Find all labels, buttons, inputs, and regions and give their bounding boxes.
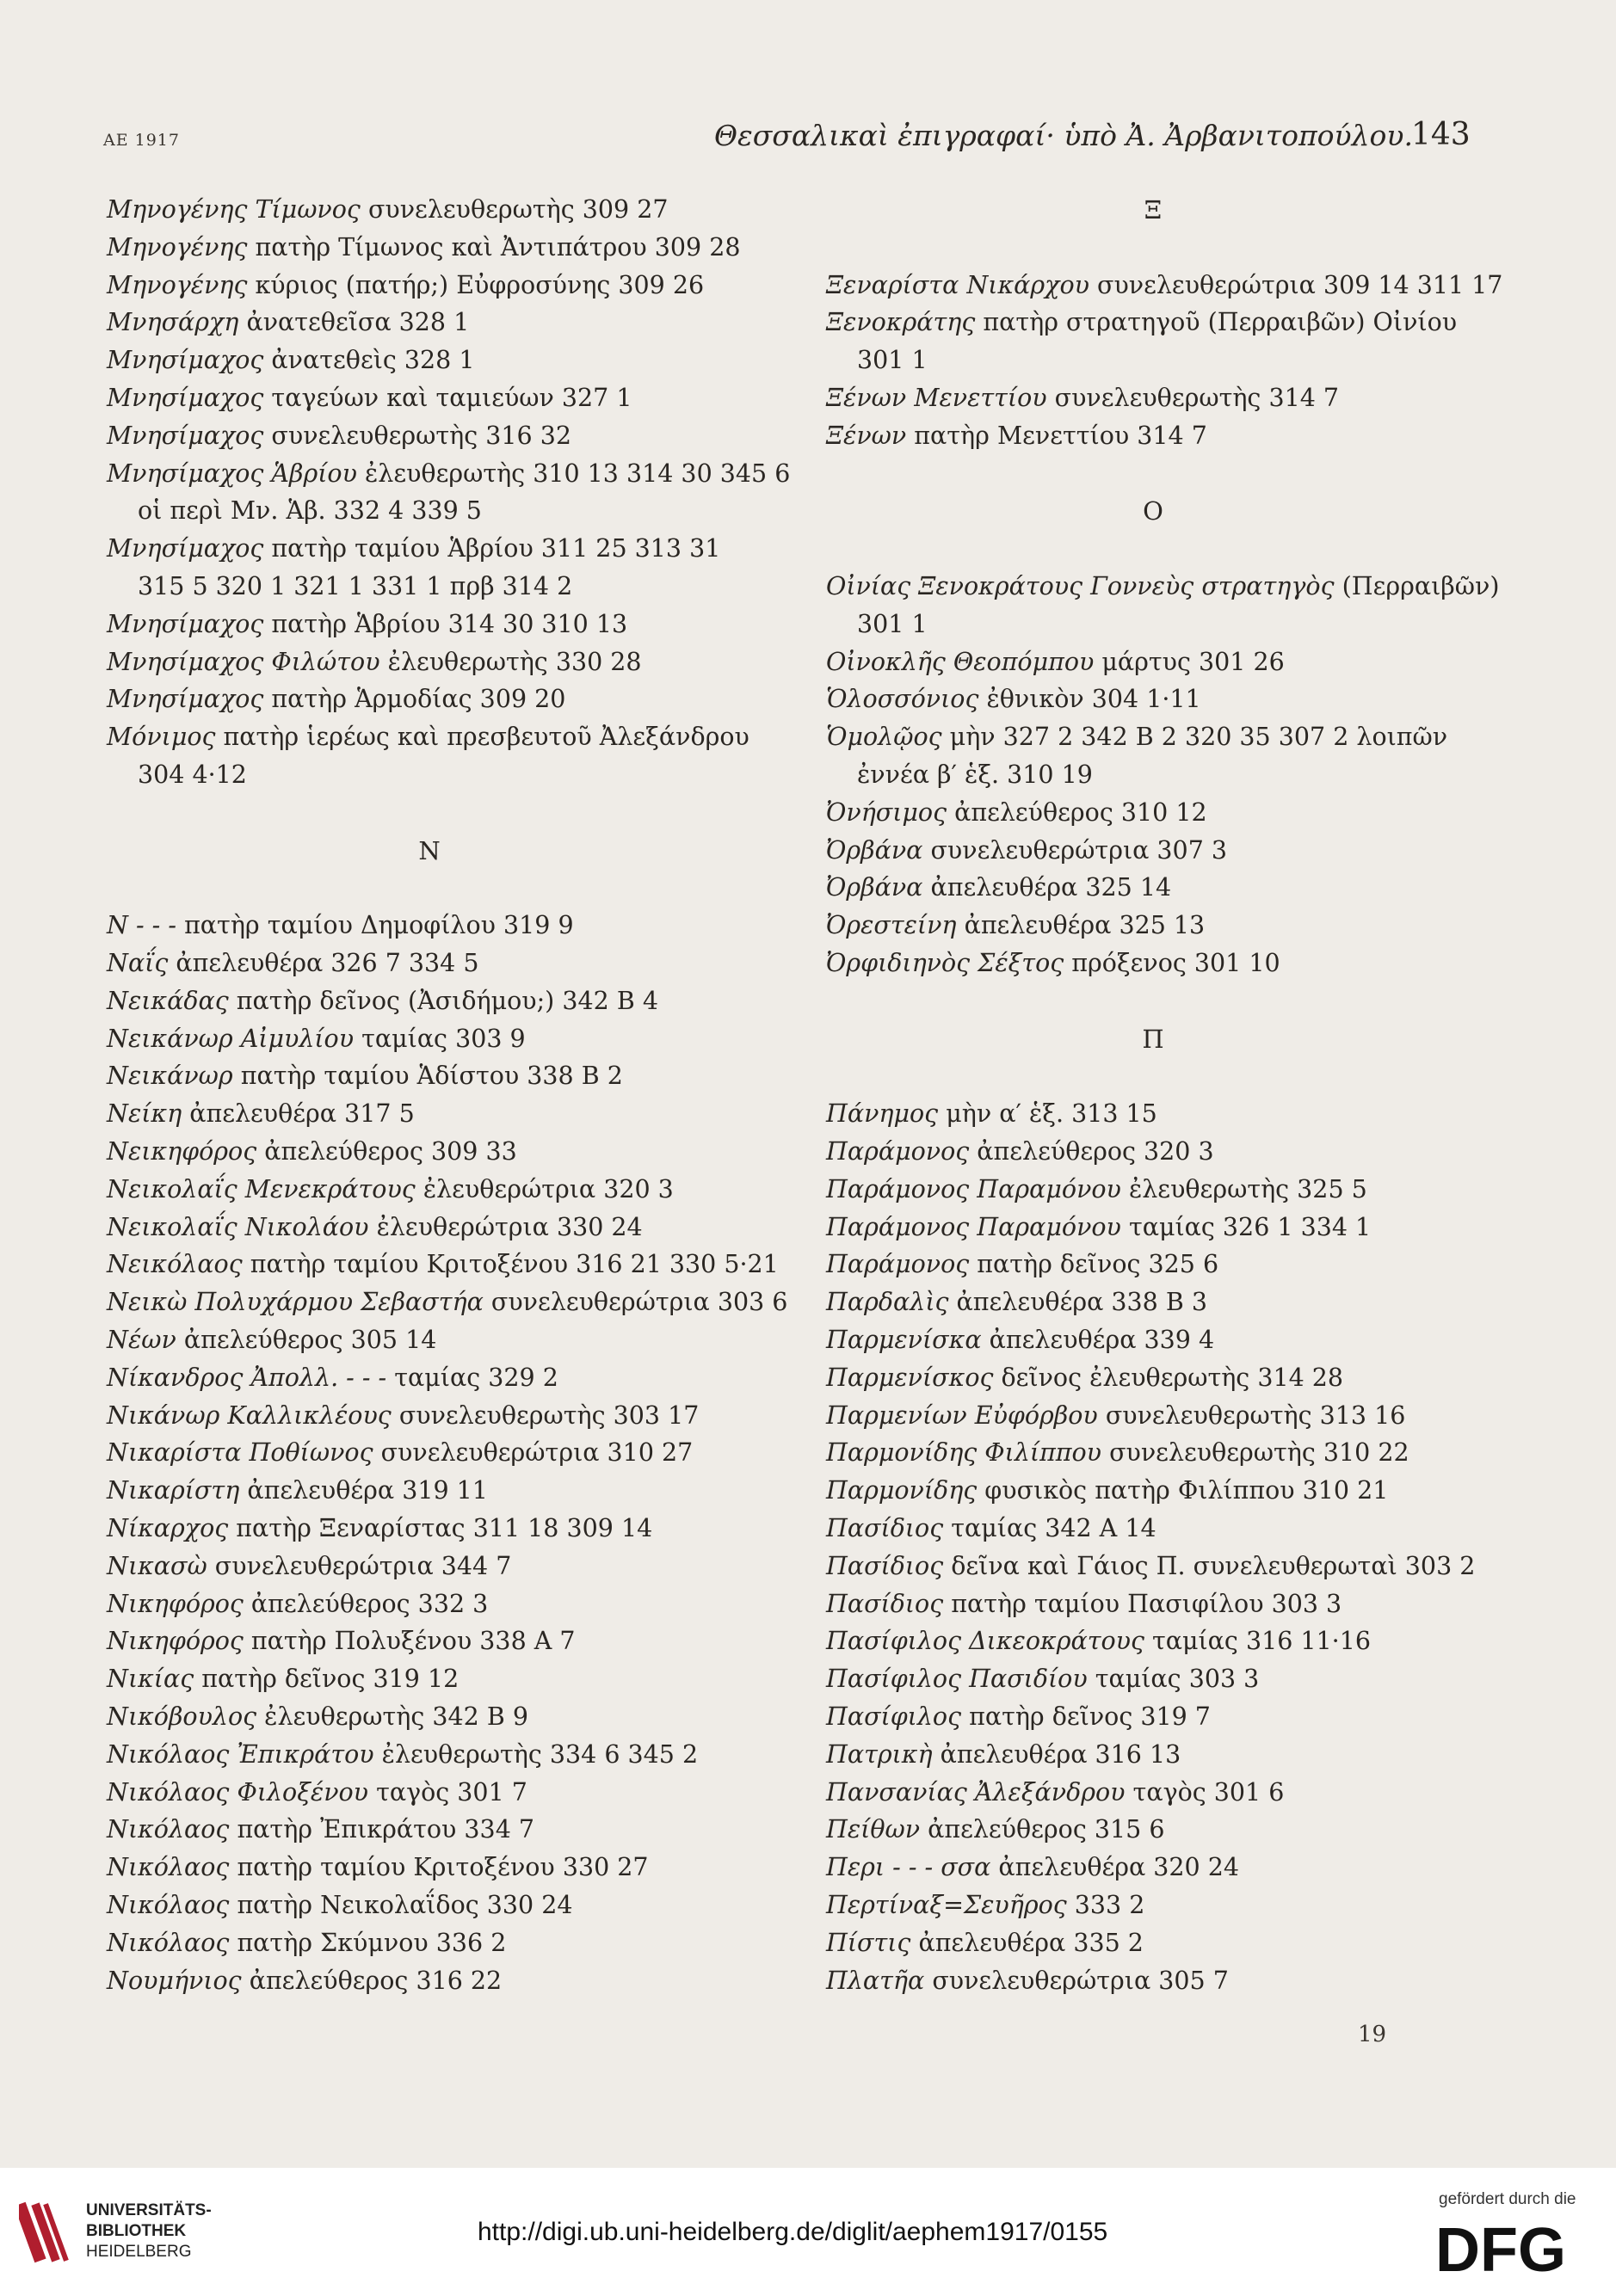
entry-name: Πίστις xyxy=(826,1928,911,1957)
index-entry xyxy=(107,492,752,530)
entry-name: Ὀρεστείνη xyxy=(826,911,957,940)
entry-name: Μνησίμαχος xyxy=(107,346,264,375)
entry-name: Νικασὼ xyxy=(107,1551,207,1580)
entry-text: δεῖνος ἐλευθερωτὴς 314 28 xyxy=(993,1363,1344,1392)
entry-text: ἀπελευθέρα 316 13 xyxy=(932,1739,1181,1769)
index-entry xyxy=(107,1397,752,1435)
index-entry xyxy=(107,1811,752,1849)
entry-name: Μνησίμαχος xyxy=(107,685,264,714)
index-entry xyxy=(107,606,752,643)
funding-note: gefördert durch die xyxy=(1439,2190,1576,2208)
entry-name: Πασίδιος xyxy=(826,1551,944,1580)
entry-text: πατὴρ ἱερέως καὶ πρεσβευτοῦ Ἀλεξάνδρου xyxy=(215,723,749,752)
entry-text: ἐλευθερωτὴς 325 5 xyxy=(1120,1174,1367,1203)
entry-name: Πασίδιος xyxy=(826,1589,944,1618)
entry-text: συνελευθερώτρια 310 27 xyxy=(373,1438,694,1468)
index-entry xyxy=(107,1774,752,1812)
entry-text: φυσικὸς πατὴρ Φιλίππου 310 21 xyxy=(977,1476,1389,1505)
entry-text: ἀπελευθέρα 326 7 334 5 xyxy=(168,949,479,977)
index-entry xyxy=(826,568,1500,606)
entry-name: Παρμονίδης xyxy=(826,1476,978,1505)
entry-name: Νίκαρχος xyxy=(107,1514,229,1542)
index-entry xyxy=(107,455,791,493)
signature-number: 19 xyxy=(1358,2022,1387,2047)
entry-name: Πασίδιος xyxy=(826,1514,944,1542)
entry-text: 304 4·12 xyxy=(138,760,247,789)
entry-name: Νεικὼ Πολυχάρμου Σεβαστήα xyxy=(107,1288,484,1317)
entry-text: (Περραιβῶν) xyxy=(1334,572,1500,600)
section-letter-text: Ν xyxy=(418,835,441,865)
entry-text: πατὴρ Μενεττίου 314 7 xyxy=(906,421,1207,450)
entry-name: Παράμονος Παραμόνου xyxy=(826,1174,1121,1203)
index-entry xyxy=(826,1548,1480,1585)
index-entry xyxy=(107,379,752,417)
index-entry xyxy=(826,1397,1480,1435)
entry-text: πατὴρ Τίμωνος καὶ Ἀντιπάτρου 309 28 xyxy=(247,232,741,262)
entry-name: Μόνιμος xyxy=(107,723,216,752)
entry-name: Μνησίμαχος xyxy=(107,534,264,563)
index-entry xyxy=(826,945,1480,982)
entry-text: πατὴρ δεῖνος 319 12 xyxy=(194,1665,460,1694)
entry-text: πατὴρ Νεικολαΐδος 330 24 xyxy=(229,1891,573,1919)
entry-text: ἀπελεύθερος 305 14 xyxy=(176,1326,437,1354)
index-entry xyxy=(826,1811,1480,1849)
entry-name: Νικόλαος xyxy=(107,1928,230,1957)
entry-name: Παρμενίσκος xyxy=(826,1363,994,1392)
entry-text: πατὴρ ταμίου Κριτοξένου 316 21 330 5·21 xyxy=(242,1250,779,1279)
index-entry xyxy=(826,1698,1480,1736)
entry-name: Νουμήνιος xyxy=(107,1966,242,1995)
index-entry xyxy=(107,1849,752,1887)
entry-text: 333 2 xyxy=(1066,1891,1145,1919)
entry-name: Νικηφόρος xyxy=(107,1589,244,1618)
entry-name: Νικηφόρος xyxy=(107,1627,244,1656)
index-entry xyxy=(107,756,752,794)
index-entry xyxy=(107,1622,752,1660)
entry-name: Νικίας xyxy=(107,1665,194,1694)
dfg-logo-text: DFG xyxy=(1435,2218,1566,2278)
entry-text: ταγὸς 301 6 xyxy=(1125,1777,1285,1807)
entry-text: ἀπελεύθερος 310 12 xyxy=(947,797,1207,827)
entry-text: ἐλευθερωτὴς 330 28 xyxy=(379,647,642,676)
entry-name: Νικαρίστα Ποθίωνος xyxy=(107,1438,373,1468)
entry-name: Νικόλαος xyxy=(107,1853,230,1882)
entry-text: ἐλευθερώτρια 320 3 xyxy=(415,1174,674,1203)
entry-name: Ξεναρίστα Νικάρχου xyxy=(826,270,1089,299)
entry-name: Νεικολαΐς Νικολάου xyxy=(107,1212,369,1241)
index-entry xyxy=(107,342,752,379)
entry-text: πατὴρ ταμίου Δημοφίλου 319 9 xyxy=(176,911,574,940)
entry-name: Πείθων xyxy=(826,1815,921,1844)
entry-name: Νικόλαος Φιλοξένου xyxy=(107,1777,369,1807)
entry-name: Παρμενίσκα xyxy=(826,1326,982,1354)
entry-name: Μνησίμαχος xyxy=(107,384,264,412)
entry-text: ἀπελεύθερος 332 3 xyxy=(243,1589,489,1618)
entry-text: ταμίας 329 2 xyxy=(386,1363,558,1392)
index-entry xyxy=(826,304,1480,342)
index-entry xyxy=(826,907,1480,945)
index-entry xyxy=(826,342,1480,379)
entry-text: 301 1 xyxy=(857,346,928,375)
index-entry xyxy=(826,756,1480,794)
index-entry xyxy=(107,1585,752,1623)
index-entry xyxy=(107,1209,752,1246)
entry-text: συνελευθερωτὴς 314 7 xyxy=(1046,384,1340,412)
university-name-line: BIBLIOTHEK xyxy=(86,2222,187,2240)
journal-label: ΑΕ 1917 xyxy=(103,131,180,150)
permalink[interactable]: http://digi.ub.uni-heidelberg.de/diglit/aephem1917/0155 xyxy=(478,2218,1108,2246)
index-entry xyxy=(107,1359,752,1397)
entry-text: 315 5 320 1 321 1 331 1 πρβ 314 2 xyxy=(138,572,573,600)
section-letter xyxy=(826,191,1480,229)
index-entry xyxy=(107,907,752,945)
university-name-line: HEIDELBERG xyxy=(86,2243,192,2261)
entry-text: συνελευθερωτὴς 313 16 xyxy=(1097,1400,1406,1430)
entry-text: πατὴρ Ἁρμοδίας 309 20 xyxy=(263,685,566,714)
entry-name: Πανσανίας Ἀλεξάνδρου xyxy=(826,1777,1126,1807)
entry-text: πατὴρ Σκύμνου 336 2 xyxy=(229,1928,507,1957)
entry-text: οἱ περὶ Μν. Ἁβ. 332 4 339 5 xyxy=(138,496,482,526)
entry-text: ἀπελευθέρα 325 13 xyxy=(956,911,1206,940)
index-entry xyxy=(826,1283,1480,1321)
index-entry xyxy=(826,1774,1480,1812)
spacer xyxy=(826,530,1480,568)
index-entry xyxy=(826,1209,1480,1246)
index-entry xyxy=(826,680,1480,718)
entry-text: ταγεύων καὶ ταμιεύων 327 1 xyxy=(263,384,632,412)
index-entry xyxy=(826,1095,1480,1133)
entry-text: συνελευθερώτρια 303 6 xyxy=(483,1288,788,1317)
entry-text: πατὴρ δεῖνος 319 7 xyxy=(961,1702,1211,1731)
entry-text: ἀπελευθέρα 338 Β 3 xyxy=(948,1288,1207,1317)
index-entry xyxy=(107,1472,752,1510)
entry-name: Μηνογένης Τίμωνος xyxy=(107,195,361,224)
index-entry xyxy=(107,229,752,267)
entry-name: Μνησάρχη xyxy=(107,308,239,337)
entry-text: ἐννέα β′ ἑξ. 310 19 xyxy=(857,760,1093,789)
index-entry xyxy=(107,1246,779,1283)
index-entry xyxy=(826,1133,1480,1171)
entry-name: Περτίναξ=Σευῆρος xyxy=(826,1891,1067,1919)
entry-text: μὴν 327 2 342 Β 2 320 35 307 2 λοιπῶν xyxy=(941,723,1448,752)
section-letter xyxy=(826,1020,1480,1058)
section-letter xyxy=(826,492,1480,530)
entry-text: ἀπελευθέρα 339 4 xyxy=(981,1326,1215,1354)
entry-name: Νέων xyxy=(107,1326,176,1354)
entry-name: Μνησίμαχος xyxy=(107,421,264,450)
entry-name: Παράμονος Παραμόνου xyxy=(826,1212,1121,1241)
entry-name: Πασίφιλος Δικεοκράτους xyxy=(826,1627,1144,1656)
entry-text: ταμίας 326 1 334 1 xyxy=(1120,1212,1372,1241)
index-entry xyxy=(826,1585,1480,1623)
index-entry xyxy=(826,1171,1480,1209)
spacer xyxy=(826,455,1480,493)
entry-text: πατὴρ ταμίου Πασιφίλου 303 3 xyxy=(943,1589,1342,1618)
index-entry xyxy=(826,379,1480,417)
university-name xyxy=(86,2201,212,2262)
entry-name: Παράμονος xyxy=(826,1250,970,1279)
index-entry xyxy=(107,1887,752,1924)
index-entry xyxy=(107,1321,752,1359)
entry-name: Ὀνήσιμος xyxy=(826,797,947,827)
entry-name: Οἰνίας Ξενοκράτους Γοννεὺς στρατηγὸς xyxy=(826,572,1335,600)
index-entry xyxy=(826,1924,1480,1962)
index-entry xyxy=(107,945,752,982)
page-number: 143 xyxy=(1411,117,1471,152)
spacer xyxy=(826,1057,1480,1095)
entry-name: Παρμονίδης Φιλίππου xyxy=(826,1438,1102,1468)
entry-name: Νικόβουλος xyxy=(107,1702,257,1731)
entry-name: Μηνογένης xyxy=(107,232,248,262)
dfg-logo xyxy=(1435,2218,1599,2278)
entry-text: πατὴρ δεῖνος 325 6 xyxy=(969,1250,1219,1279)
entry-text: πατὴρ δεῖνος (Ἀσιδήμου;) 342 Β 4 xyxy=(228,986,658,1015)
entry-text: ἐλευθερωτὴς 310 13 314 30 345 6 xyxy=(356,459,791,488)
index-entry xyxy=(826,1321,1480,1359)
spacer xyxy=(826,229,1480,267)
index-entry xyxy=(826,1359,1480,1397)
university-name-line: UNIVERSITÄTS- xyxy=(86,2201,212,2219)
index-entry xyxy=(826,1849,1480,1887)
entry-name: Πασίφιλος Πασιδίου xyxy=(826,1665,1088,1694)
entry-name: Ὁλοσσόνιος xyxy=(826,685,979,714)
entry-text: πρόξενος 301 10 xyxy=(1064,949,1280,977)
index-entry xyxy=(107,1548,752,1585)
entry-text: συνελευθερωτὴς 303 17 xyxy=(391,1400,700,1430)
entry-name: Νεικάδας xyxy=(107,986,229,1015)
entry-name: Παράμονος xyxy=(826,1137,970,1166)
entry-name: Νεικόλαος xyxy=(107,1250,243,1279)
index-entry xyxy=(107,1962,752,2000)
entry-name: Πατρικὴ xyxy=(826,1739,933,1769)
running-title: Θεσσαλικαὶ ἐπιγραφαί· ὑπὸ Ἀ. Ἀρβανιτοπούλου. xyxy=(714,119,1413,152)
entry-text: συνελευθερώτρια 309 14 311 17 xyxy=(1089,270,1503,299)
entry-text: ταμίας 342 Α 14 xyxy=(943,1514,1156,1542)
entry-text: ἐλευθερωτὴς 342 Β 9 xyxy=(256,1702,528,1731)
entry-name: Ν - - - xyxy=(107,911,177,940)
index-entry xyxy=(826,869,1480,907)
index-entry xyxy=(107,1510,752,1548)
index-entry xyxy=(107,680,752,718)
entry-text: ἀνατεθεὶς 328 1 xyxy=(263,346,475,375)
entry-name: Ξενοκράτης xyxy=(826,308,976,337)
entry-text: ἀπελεύθερος 309 33 xyxy=(256,1137,517,1166)
entry-name: Πάνημος xyxy=(826,1099,939,1129)
entry-text: συνελευθερωτὴς 316 32 xyxy=(263,421,571,450)
entry-text: μάρτυς 301 26 xyxy=(1094,647,1285,676)
index-entry xyxy=(826,1736,1480,1774)
index-entry xyxy=(826,267,1503,305)
index-entry xyxy=(107,718,752,756)
entry-name: Νικόλαος Ἐπικράτου xyxy=(107,1739,374,1769)
entry-text: ἀνατεθεῖσα 328 1 xyxy=(238,308,470,337)
entry-name: Νεικάνωρ Αἰμυλίου xyxy=(107,1024,355,1053)
university-logo-icon xyxy=(19,2194,77,2271)
entry-name: Νεικηφόρος xyxy=(107,1137,257,1166)
entry-name: Μηνογένης xyxy=(107,270,248,299)
entry-name: Νεικάνωρ xyxy=(107,1062,233,1091)
entry-text: ἀπελευθέρα 335 2 xyxy=(910,1928,1144,1957)
index-entry xyxy=(826,1622,1480,1660)
index-entry xyxy=(107,1660,752,1698)
entry-name: Νείκη xyxy=(107,1099,182,1129)
index-entry xyxy=(107,530,752,568)
entry-text: συνελευθερωτὴς 309 27 xyxy=(360,195,669,224)
entry-name: Πασίφιλος xyxy=(826,1702,962,1731)
index-entry xyxy=(107,267,752,305)
entry-name: Νικάνωρ Καλλικλέους xyxy=(107,1400,392,1430)
entry-name: Ὁμολῷος xyxy=(826,723,942,752)
footer-bar xyxy=(0,2168,1616,2296)
index-entry xyxy=(107,1020,752,1058)
index-entry xyxy=(826,1434,1480,1472)
entry-name: Μνησίμαχος Ἁβρίου xyxy=(107,459,357,488)
entry-name: Νικόλαος xyxy=(107,1815,230,1844)
entry-name: Πλατῆα xyxy=(826,1966,925,1995)
index-entry xyxy=(826,606,1480,643)
entry-text: πατὴρ Ἐπικράτου 334 7 xyxy=(229,1815,535,1844)
index-entry xyxy=(107,568,752,606)
index-entry xyxy=(826,417,1480,455)
entry-text: πατὴρ ταμίου Ἁβρίου 311 25 313 31 xyxy=(263,534,721,563)
index-entry xyxy=(826,1962,1480,2000)
index-entry xyxy=(107,304,752,342)
spacer xyxy=(107,794,752,832)
index-entry xyxy=(107,1171,752,1209)
entry-name: Περι - - - σσα xyxy=(826,1853,991,1882)
entry-text: συνελευθερώτρια 344 7 xyxy=(207,1551,512,1580)
entry-text: πατὴρ Πολυξένου 338 Α 7 xyxy=(243,1627,576,1656)
entry-text: ταμίας 303 9 xyxy=(354,1024,526,1053)
entry-text: πατὴρ Ἁβρίου 314 30 310 13 xyxy=(263,609,628,638)
entry-text: ἀπελεύθερος 320 3 xyxy=(969,1137,1214,1166)
entry-name: Μνησίμαχος xyxy=(107,609,264,638)
entry-text: πατὴρ ταμίου Ἁδίστου 338 Β 2 xyxy=(232,1062,623,1091)
index-entry xyxy=(107,1698,752,1736)
index-entry xyxy=(826,1472,1480,1510)
spacer xyxy=(107,869,752,907)
entry-name: Νικόλαος xyxy=(107,1891,230,1919)
section-letter-text: Ο xyxy=(1143,496,1163,526)
index-entry xyxy=(107,1283,788,1321)
entry-text: συνελευθερώτρια 307 3 xyxy=(922,835,1228,865)
index-entry xyxy=(107,982,752,1020)
index-entry xyxy=(826,794,1480,832)
index-entry xyxy=(107,1434,752,1472)
entry-text: πατὴρ ταμίου Κριτοξένου 330 27 xyxy=(229,1853,649,1882)
index-entry xyxy=(826,718,1480,756)
entry-text: πατὴρ στρατηγοῦ (Περραιβῶν) Οἰνίου xyxy=(975,308,1458,337)
entry-text: δεῖνα καὶ Γάιος Π. συνελευθερωταὶ 303 2 xyxy=(943,1551,1476,1580)
entry-text: ἀπελεύθερος 316 22 xyxy=(241,1966,503,1995)
entry-name: Παρδαλὶς xyxy=(826,1288,949,1317)
entry-name: Ξένων xyxy=(826,421,907,450)
entry-text: ταγὸς 301 7 xyxy=(368,1777,527,1807)
index-entry xyxy=(107,1057,752,1095)
entry-text: ἐλευθερωτὴς 334 6 345 2 xyxy=(373,1739,699,1769)
entry-text: ταμίας 316 11·16 xyxy=(1144,1627,1371,1656)
entry-text: ἀπελεύθερος 315 6 xyxy=(920,1815,1165,1844)
entry-text: ταμίας 303 3 xyxy=(1087,1665,1260,1694)
index-entry xyxy=(826,643,1480,681)
entry-name: Νεικολαΐς Μενεκράτους xyxy=(107,1174,416,1203)
index-entry xyxy=(826,1246,1480,1283)
entry-name: Ὀρβάνα xyxy=(826,835,923,865)
index-entry xyxy=(107,191,752,229)
entry-text: συνελευθερώτρια 305 7 xyxy=(924,1966,1229,1995)
entry-text: ἐθνικὸν 304 1·11 xyxy=(978,685,1201,714)
entry-name: Παρμενίων Εὐφόρβου xyxy=(826,1400,1098,1430)
index-entry xyxy=(826,832,1480,870)
index-entry xyxy=(107,643,752,681)
index-entry xyxy=(826,1887,1480,1924)
entry-text: ἀπελευθέρα 319 11 xyxy=(239,1476,488,1505)
entry-name: Νίκανδρος Ἀπολλ. - - - xyxy=(107,1363,387,1392)
entry-name: Ὀρβάνα xyxy=(826,873,923,902)
entry-name: Ναΐς xyxy=(107,949,169,977)
spacer xyxy=(826,982,1480,1020)
entry-text: ἐλευθερώτρια 330 24 xyxy=(368,1212,643,1241)
entry-text: ἀπελευθέρα 320 24 xyxy=(990,1853,1240,1882)
index-entry xyxy=(107,1133,752,1171)
entry-text: ἀπελευθέρα 317 5 xyxy=(182,1099,415,1129)
index-entry xyxy=(107,1924,752,1962)
entry-name: Νικαρίστη xyxy=(107,1476,240,1505)
index-entry xyxy=(826,1660,1480,1698)
entry-text: 301 1 xyxy=(857,609,928,638)
entry-name: Οἰνοκλῆς Θεοπόμπου xyxy=(826,647,1095,676)
index-entry xyxy=(107,1095,752,1133)
entry-name: Ὀρφιδιηνὸς Σέξτος xyxy=(826,949,1064,977)
entry-text: κύριος (πατήρ;) Εὐφροσύνης 309 26 xyxy=(247,270,705,299)
index-entry xyxy=(107,417,752,455)
index-entry xyxy=(826,1510,1480,1548)
section-letter xyxy=(107,832,752,870)
section-letter-text: Π xyxy=(1142,1024,1164,1054)
entry-name: Ξένων Μενεττίου xyxy=(826,384,1047,412)
entry-name: Μνησίμαχος Φιλώτου xyxy=(107,647,380,676)
entry-text: συνελευθερωτὴς 310 22 xyxy=(1101,1438,1409,1468)
entry-text: ἀπελευθέρα 325 14 xyxy=(922,873,1172,902)
entry-text: πατὴρ Ξεναρίστας 311 18 309 14 xyxy=(228,1514,653,1542)
section-letter-text: Ξ xyxy=(1144,195,1163,225)
entry-text: μὴν α′ ἑξ. 313 15 xyxy=(938,1099,1157,1129)
index-entry xyxy=(107,1736,752,1774)
